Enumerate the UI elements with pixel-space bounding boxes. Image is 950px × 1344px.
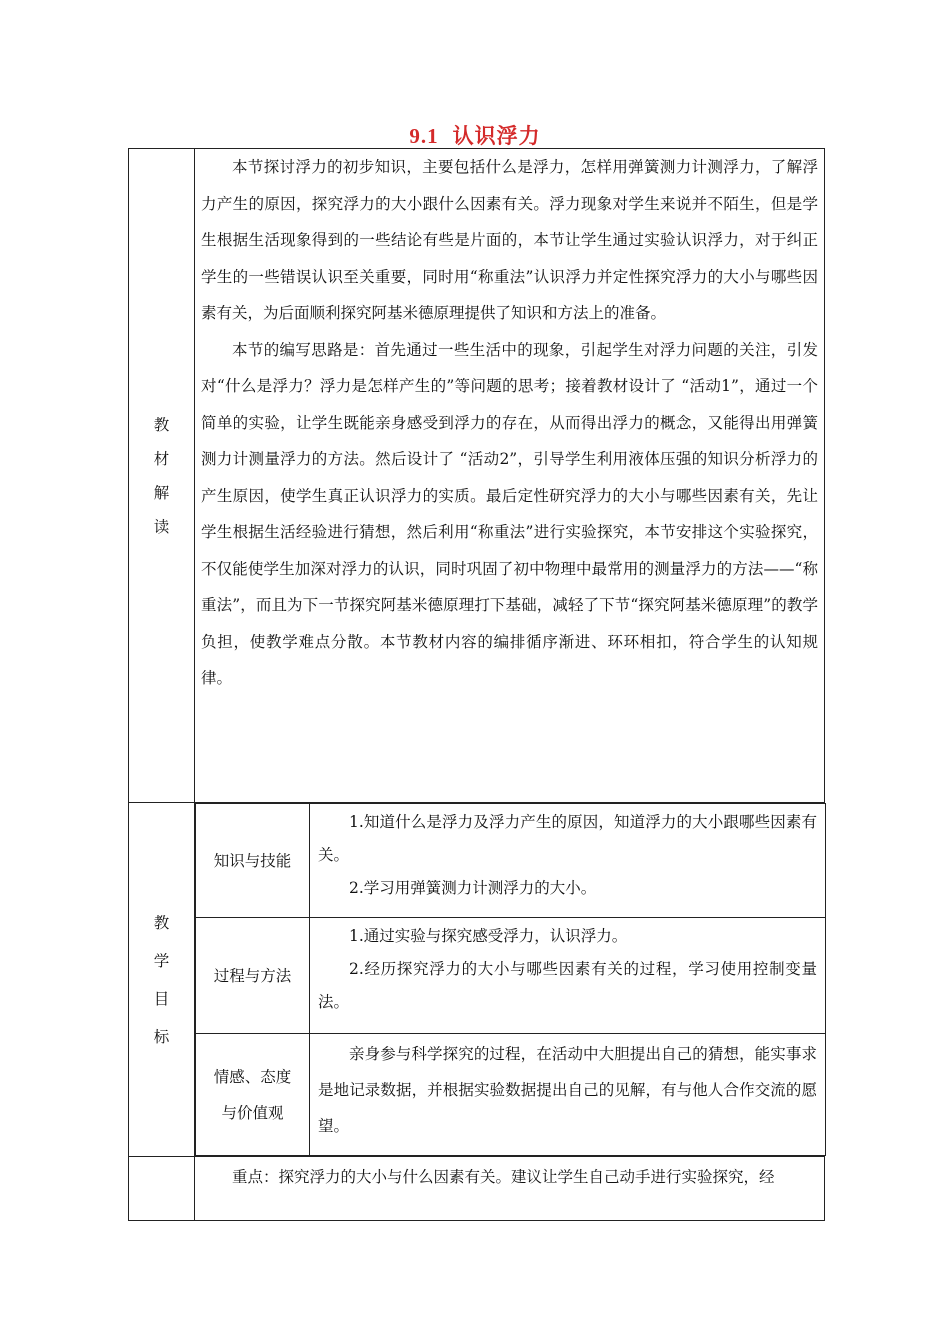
- goal-item: 亲身参与科学探究的过程，在活动中大胆提出自己的猜想，能实事求是地记录数据，并根据实验数据提出自己的见解，有与他人合作交流的愿望。: [318, 1045, 817, 1135]
- label-char: 读: [153, 517, 170, 536]
- textbook-interpretation-label: [129, 149, 195, 803]
- textbook-interpretation-row: [129, 149, 825, 803]
- teaching-goals-label: [129, 803, 195, 1157]
- goal-row-emotion: [196, 1034, 826, 1156]
- key-points-label: [129, 1157, 195, 1221]
- key-points-row: [129, 1157, 825, 1221]
- label-char: 教: [153, 913, 170, 932]
- label-char: 目: [153, 989, 170, 1008]
- goal-category-line: 情感、态度: [213, 1067, 292, 1086]
- page-title: [0, 120, 950, 150]
- goal-item: 2.经历探究浮力的大小与哪些因素有关的过程，学习使用控制变量法。: [318, 960, 817, 1011]
- goal-item: 1.通过实验与探究感受浮力，认识浮力。: [349, 927, 628, 945]
- goals-subtable: [195, 803, 826, 1156]
- goal-category-line: 与价值观: [221, 1103, 284, 1122]
- lesson-plan-table: [128, 148, 825, 1221]
- label-char: 解: [153, 483, 170, 502]
- goal-item: 1.知道什么是浮力及浮力产生的原因，知道浮力的大小跟哪些因素有关。: [318, 813, 817, 864]
- goal-category: [196, 1034, 310, 1156]
- label-char: 学: [153, 951, 170, 970]
- section-number: 9.1: [409, 124, 439, 148]
- goal-category: 知识与技能: [196, 804, 310, 918]
- goal-category: 过程与方法: [196, 918, 310, 1034]
- label-char: 材: [153, 449, 170, 468]
- label-char: 标: [153, 1027, 170, 1046]
- interpretation-paragraph-1: 本节探讨浮力的初步知识，主要包括什么是浮力，怎样用弹簧测力计测浮力，了解浮力产生的原因，探究浮力的大小跟什么因素有关。浮力现象对学生来说并不陌生，但是学生根据生活现象得到的一些结论有些是片面的，本节让学生通过实验认识浮力，对于纠正学生的一些错误认识至关重要，同时用“称重法”认识浮力并定性探究浮力的大小与哪些因素有关，为后面顺利探究阿基米德原理提供了知识和方法上的准备。: [201, 158, 818, 322]
- interpretation-paragraph-2: 本节的编写思路是：首先通过一些生活中的现象，引起学生对浮力问题的关注，引发对“什么是浮力？浮力是怎样产生的”等问题的思考；接着教材设计了 “活动1”，通过一个简单的实验，让学生既能亲身感受到浮力的存在，从而得出浮力的概念，又能得出用弹簧测力计测量浮力的方法。然后设计了 “活动2”，引导学生利用液体压强的知识分析浮力的产生原因，使学生真正认识浮力的实质。最后定性研究浮力的大小与哪些因素有关，先让学生根据生活经验进行猜想，然后利用“称重法”进行实验探究，本节安排这个实验探究，不仅能使学生加深对浮力的认识，同时巩固了初中物理中最常用的测量浮力的方法——“称重法”，而且为下一节探究阿基米德原理打下基础，减轻了下节“探究阿基米德原理”的教学负担，使教学难点分散。本节教材内容的编排循序渐进、环环相扣，符合学生的认知规律。: [201, 340, 818, 687]
- section-title: 认识浮力: [452, 124, 541, 148]
- goal-row-knowledge: [196, 804, 826, 918]
- key-points-text: 重点：探究浮力的大小与什么因素有关。建议让学生自己动手进行实验探究，经: [232, 1168, 775, 1186]
- label-char: 教: [153, 415, 170, 434]
- teaching-goals-row: [129, 803, 825, 1157]
- goal-item: 2.学习用弹簧测力计测浮力的大小。: [349, 879, 597, 897]
- goal-row-process: [196, 918, 826, 1034]
